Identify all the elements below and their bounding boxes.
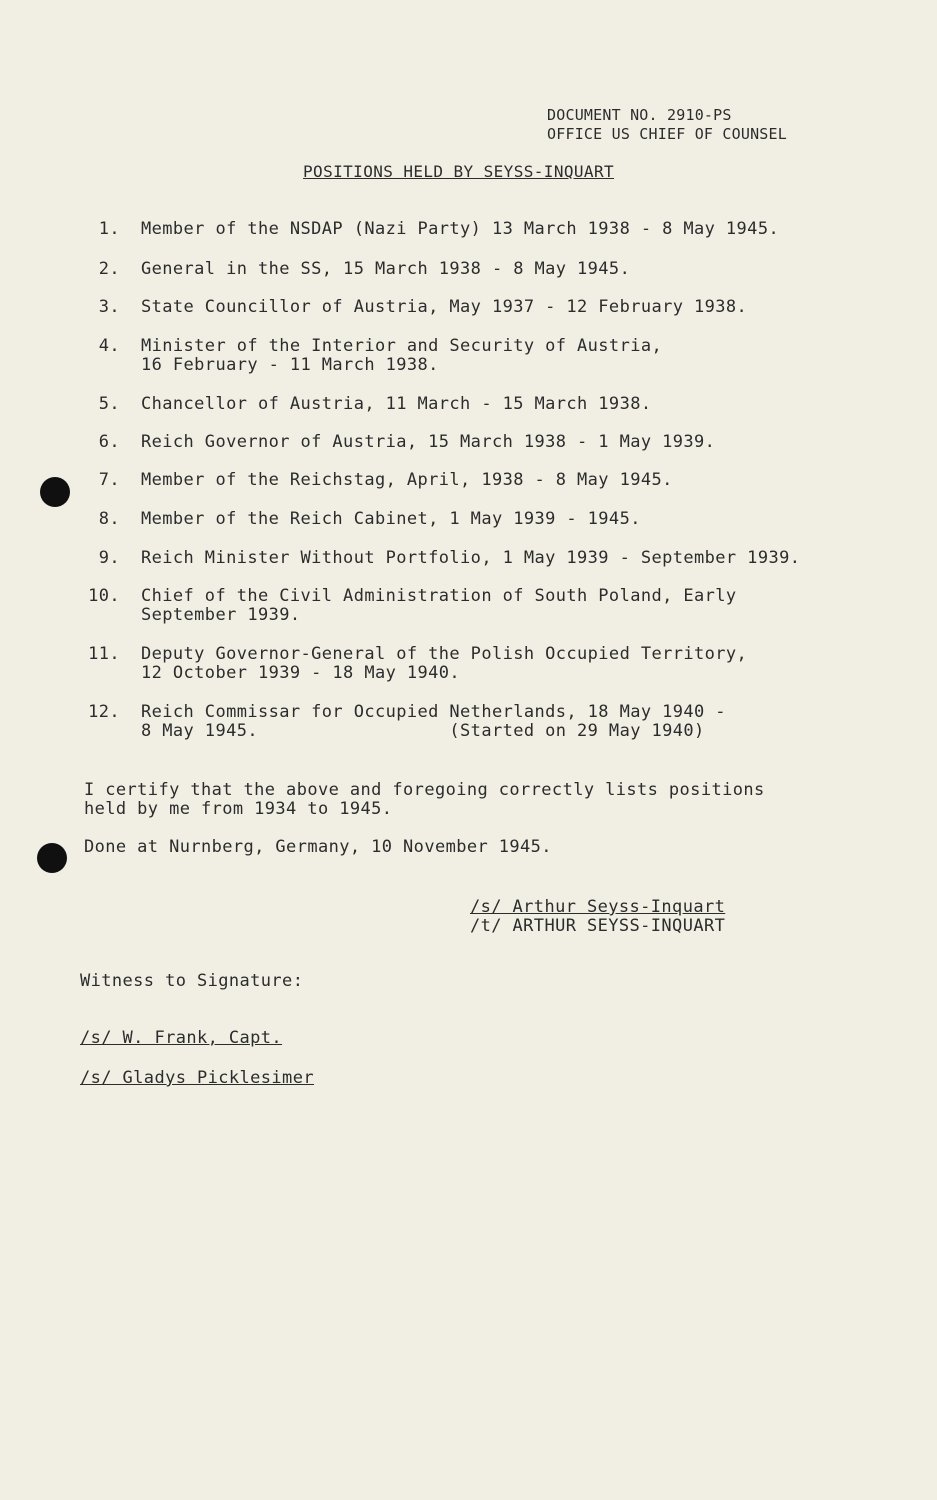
item-text: Reich Minister Without Portfolio, 1 May 1939 - September 1939. bbox=[141, 548, 801, 568]
item-number: 10. bbox=[88, 586, 120, 606]
item-text: State Councillor of Austria, May 1937 - 12 February 1938. bbox=[141, 297, 748, 317]
item-text: Chief of the Civil Administration of South Poland, Early bbox=[141, 586, 737, 606]
punch-hole bbox=[40, 477, 70, 507]
item-number: 8. bbox=[98, 509, 120, 529]
item-text: Member of the NSDAP (Nazi Party) 13 March 1938 - 8 May 1945. bbox=[141, 219, 780, 239]
item-text: Member of the Reich Cabinet, 1 May 1939 - 1945. bbox=[141, 509, 641, 529]
item-text: General in the SS, 15 March 1938 - 8 May 1945. bbox=[141, 259, 631, 279]
item-text: Reich Governor of Austria, 15 March 1938 - 1 May 1939. bbox=[141, 432, 716, 452]
item-text: Member of the Reichstag, April, 1938 - 8 May 1945. bbox=[141, 470, 673, 490]
item-text: Deputy Governor-General of the Polish Occupied Territory, bbox=[141, 644, 748, 664]
item-text: Chancellor of Austria, 11 March - 15 March 1938. bbox=[141, 394, 652, 414]
witness-signature: /s/ W. Frank, Capt. bbox=[80, 1028, 283, 1048]
item-number: 12. bbox=[88, 702, 120, 722]
item-number: 5. bbox=[98, 394, 120, 414]
witness-signature: /s/ Gladys Picklesimer bbox=[80, 1068, 314, 1088]
certification-line: held by me from 1934 to 1945. bbox=[84, 799, 393, 819]
item-text-continued: September 1939. bbox=[141, 605, 301, 625]
item-text-continued: 12 October 1939 - 18 May 1940. bbox=[141, 663, 461, 683]
item-number: 2. bbox=[98, 259, 120, 279]
item-text: Minister of the Interior and Security of Austria, bbox=[141, 336, 663, 356]
item-text-continued: 16 February - 11 March 1938. bbox=[141, 355, 439, 375]
document-number: DOCUMENT NO. 2910-PS bbox=[547, 106, 732, 124]
item-text: Reich Commissar for Occupied Netherlands, 18 May 1940 - bbox=[141, 702, 726, 722]
signature-typed: /t/ ARTHUR SEYSS-INQUART bbox=[470, 916, 726, 936]
punch-hole bbox=[37, 843, 67, 873]
signature-signed: /s/ Arthur Seyss-Inquart bbox=[470, 897, 726, 917]
item-number: 3. bbox=[98, 297, 120, 317]
office-line: OFFICE US CHIEF OF COUNSEL bbox=[547, 125, 787, 143]
item-number: 11. bbox=[88, 644, 120, 664]
place-date: Done at Nurnberg, Germany, 10 November 1945. bbox=[84, 837, 552, 857]
item-number: 9. bbox=[98, 548, 120, 568]
item-number: 6. bbox=[98, 432, 120, 452]
certification-line: I certify that the above and foregoing correctly lists positions bbox=[84, 780, 765, 800]
document-title: POSITIONS HELD BY SEYSS-INQUART bbox=[303, 162, 615, 181]
item-text-continued: 8 May 1945. (Started on 29 May 1940) bbox=[141, 721, 705, 741]
item-number: 7. bbox=[98, 470, 120, 490]
item-number: 1. bbox=[98, 219, 120, 239]
item-number: 4. bbox=[98, 336, 120, 356]
witness-label: Witness to Signature: bbox=[80, 971, 304, 991]
